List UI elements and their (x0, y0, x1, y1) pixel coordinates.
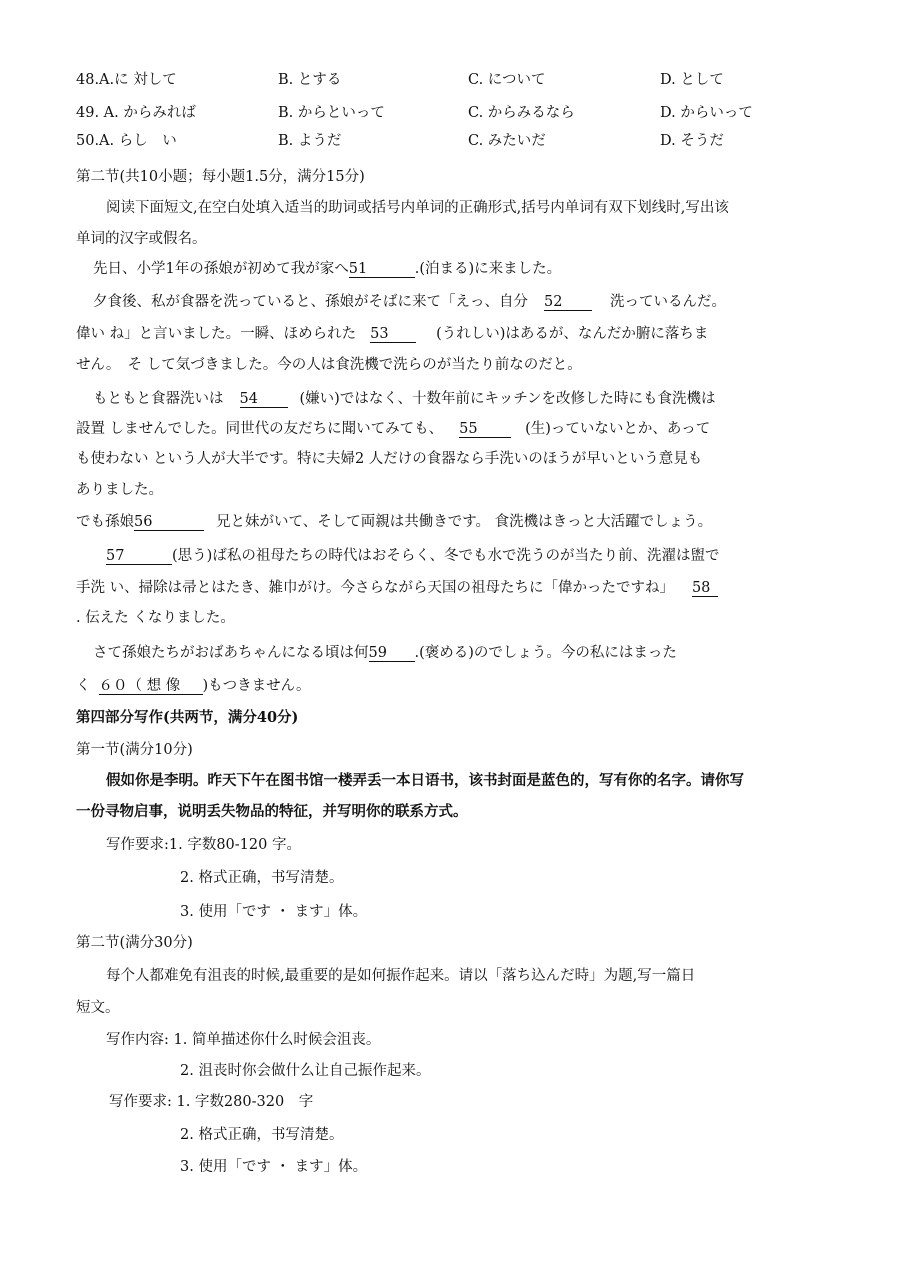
section2-instruction: 阅读下面短文,在空白处填入适当的助词或括号内单词的正确形式,括号内单词有双下划线时,写出该 (106, 200, 729, 216)
option-c: C. からみるなら (468, 105, 575, 121)
blank-60[interactable]: ６０（ 想 像 (99, 679, 203, 695)
blank-59[interactable]: 59 (369, 646, 415, 662)
passage-line: . 伝えた くなりました。 (76, 610, 235, 626)
blank-52[interactable]: 52 (544, 295, 592, 311)
part4-s2-requirement: 2. 格式正确，书写清楚。 (180, 1127, 344, 1143)
option-a: 49. A. からみれば (76, 105, 196, 121)
section2-instruction-cont: 单词的汉字或假名。 (76, 231, 207, 247)
option-a: 50.A. らし い (76, 133, 177, 149)
part4-s1-prompt: 假如你是李明。昨天下午在图书馆一楼弄丢一本日语书，该书封面是蓝色的，写有你的名字。请你写 (106, 772, 744, 789)
part4-s2-content: 2. 沮丧时你会做什么让自己振作起来。 (180, 1063, 431, 1079)
option-b: B. とする (278, 72, 342, 88)
passage-line: く ６０（ 想 像 )もつきません。 (76, 678, 311, 694)
blank-53[interactable]: 53 (370, 327, 416, 343)
option-c: C. みたいだ (468, 133, 546, 149)
part4-s1-heading: 第一节(满分10分) (76, 742, 193, 758)
blank-57[interactable]: 57 (106, 549, 172, 565)
passage-line: 設置 しませんでした。同世代の友だちに聞いてみても、 55 (生)っていないとか、あって (76, 421, 711, 437)
passage-line: さて孫娘たちがおばあちゃんになる頃は何59 .(褒める)のでしょう。今の私にはまった (93, 645, 677, 661)
part4-s2-heading: 第二节(满分30分) (76, 935, 193, 951)
passage-line: ありました。 (76, 482, 163, 498)
passage-line: も使わない という人が大半です。特に夫婦2 人だけの食器なら手洗いのほうが早いという意見も (76, 451, 703, 467)
passage-line: もともと食器洗いは 54 (嫌い)ではなく、十数年前にキッチンを改修した時にも食洗機は (93, 391, 716, 407)
option-c: C. について (468, 72, 546, 88)
option-a: 48.A.に 対して (76, 72, 177, 88)
option-d: D. そうだ (660, 133, 724, 149)
blank-58[interactable]: 58 (692, 581, 718, 597)
blank-55[interactable]: 55 (459, 422, 511, 438)
option-b: B. からといって (278, 105, 385, 121)
option-d: D. として (660, 72, 724, 88)
part4-heading: 第四部分写作(共两节，满分40分) (76, 709, 299, 726)
blank-56[interactable]: 56 (134, 515, 204, 531)
option-d: D. からいって (660, 105, 753, 121)
passage-line: せん。 そ して気づきました。今の人は食洗機で洗らのが当たり前なのだと。 (76, 357, 582, 373)
part4-s1-requirement: 3. 使用「です ・ ます」体。 (180, 904, 368, 920)
option-b: B. ようだ (278, 133, 342, 149)
part4-s1-prompt-cont: 一份寻物启事，说明丢失物品的特征，并写明你的联系方式。 (76, 803, 468, 820)
passage-line: でも孫娘56 兄と妹がいて、そして両親は共働きです。 食洗機はきっと大活躍でしょう。 (76, 514, 713, 530)
part4-s2-content: 写作内容: 1. 简单描述你什么时候会沮丧。 (106, 1032, 381, 1048)
passage-line: 先日、小学1年の孫娘が初めて我が家へ51 .(泊まる)に来ました。 (93, 261, 562, 277)
part4-s2-requirement: 3. 使用「です ・ ます」体。 (180, 1159, 368, 1175)
blank-51[interactable]: 51 (349, 262, 415, 278)
passage-line: 手洗 い、掃除は帚とはたき、雑巾がけ。今さらながら天国の祖母たちに「偉かったですね」 58 (76, 576, 718, 597)
section2-heading: 第二节(共10小题；每小题1.5分，满分15分) (76, 169, 365, 185)
blank-54[interactable]: 54 (240, 392, 288, 408)
part4-s2-requirement: 写作要求: 1. 字数280-320 字 (109, 1094, 314, 1110)
part4-s2-prompt: 每个人都难免有沮丧的时候,最重要的是如何振作起来。请以「落ち込んだ時」为题,写一篇日 (106, 968, 696, 984)
part4-s1-requirement: 2. 格式正确，书写清楚。 (180, 870, 344, 886)
part4-s2-prompt-cont: 短文。 (76, 1000, 120, 1016)
passage-line: 偉い ね」と言いました。一瞬、ほめられた 53 (うれしい)はあるが、なんだか腑に落ちま (76, 326, 709, 342)
passage-line: 夕食後、私が食器を洗っていると、孫娘がそばに来て「えっ、自分 52 洗っているんだ。 (93, 294, 726, 310)
passage-line: 57 (思う)ば私の祖母たちの時代はおそらく、冬でも水で洗うのが当たり前、洗濯は盥で (106, 548, 720, 564)
part4-s1-requirement: 写作要求:1. 字数80-120 字。 (106, 837, 301, 853)
